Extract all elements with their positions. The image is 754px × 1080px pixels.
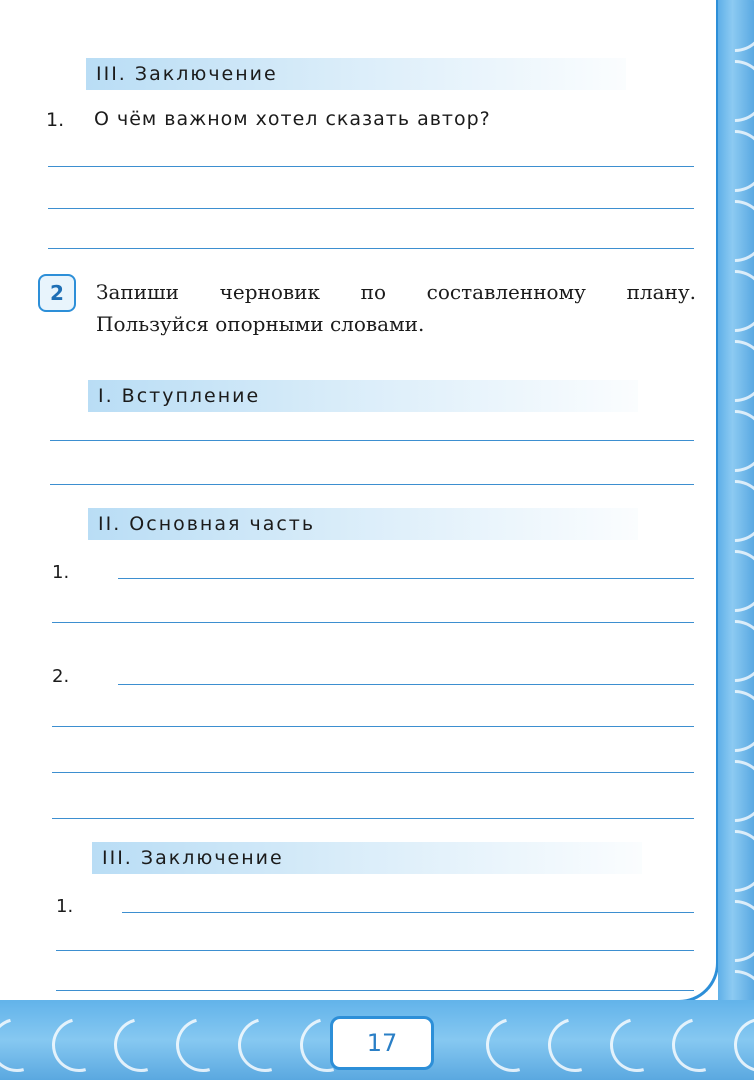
answer-line[interactable]	[52, 622, 694, 623]
answer-line[interactable]	[52, 772, 694, 773]
ornament-swirl	[718, 887, 754, 975]
ornament-swirl	[166, 1008, 240, 1080]
ornament-swirl	[718, 257, 754, 345]
question-text: О чём важном хотел сказать автор?	[94, 108, 491, 130]
answer-line[interactable]	[52, 818, 694, 819]
section-heading-conclusion: III. Заключение	[92, 842, 642, 874]
answer-line[interactable]	[56, 990, 694, 991]
ornament-swirl	[228, 1008, 302, 1080]
page-number: 17	[366, 1029, 398, 1057]
ornament-swirl	[104, 1008, 178, 1080]
ornament-swirl	[718, 47, 754, 135]
ornament-swirl	[718, 747, 754, 835]
ornament-swirl	[476, 1008, 550, 1080]
ornament-swirl	[42, 1008, 116, 1080]
ornament-swirl	[0, 1008, 54, 1080]
page-number-tab	[330, 1016, 434, 1070]
ornament-swirl	[718, 467, 754, 555]
item-number: 2.	[52, 666, 70, 687]
task-instruction-line: Запиши черновик по составленному плану.	[96, 280, 696, 304]
item-number: 1.	[56, 896, 74, 917]
ornament-swirl	[718, 327, 754, 415]
task-instruction	[96, 276, 696, 340]
section-heading-conclusion-top: III. Заключение	[86, 58, 626, 90]
answer-line[interactable]	[48, 208, 694, 209]
task-instruction-line: Пользуйся опорными словами.	[96, 312, 425, 336]
answer-line[interactable]	[48, 166, 694, 167]
answer-line[interactable]	[50, 484, 694, 485]
section-heading-intro: I. Вступление	[88, 380, 638, 412]
ornament-swirl	[718, 677, 754, 765]
ornament-swirl	[718, 187, 754, 275]
answer-line[interactable]	[122, 912, 694, 913]
answer-line[interactable]	[48, 248, 694, 249]
task-number-badge: 2	[38, 274, 76, 312]
ornament-swirl	[538, 1008, 612, 1080]
ornament-swirl	[718, 817, 754, 905]
ornament-swirl	[718, 607, 754, 695]
answer-line[interactable]	[118, 578, 694, 579]
ornament-swirl	[718, 537, 754, 625]
ornament-swirl	[718, 957, 754, 1000]
ornament-swirl	[718, 0, 754, 65]
section-heading-main-part: II. Основная часть	[88, 508, 638, 540]
answer-line[interactable]	[52, 726, 694, 727]
ornament-swirl	[662, 1008, 736, 1080]
ornament-swirl	[600, 1008, 674, 1080]
answer-line[interactable]	[50, 440, 694, 441]
question-number: 1.	[46, 109, 65, 131]
ornament-swirl	[724, 1008, 754, 1080]
ornament-swirl	[718, 397, 754, 485]
answer-line[interactable]	[56, 950, 694, 951]
decorative-right-border	[718, 0, 754, 1000]
item-number: 1.	[52, 562, 70, 583]
answer-line[interactable]	[118, 684, 694, 685]
ornament-swirl	[718, 117, 754, 205]
